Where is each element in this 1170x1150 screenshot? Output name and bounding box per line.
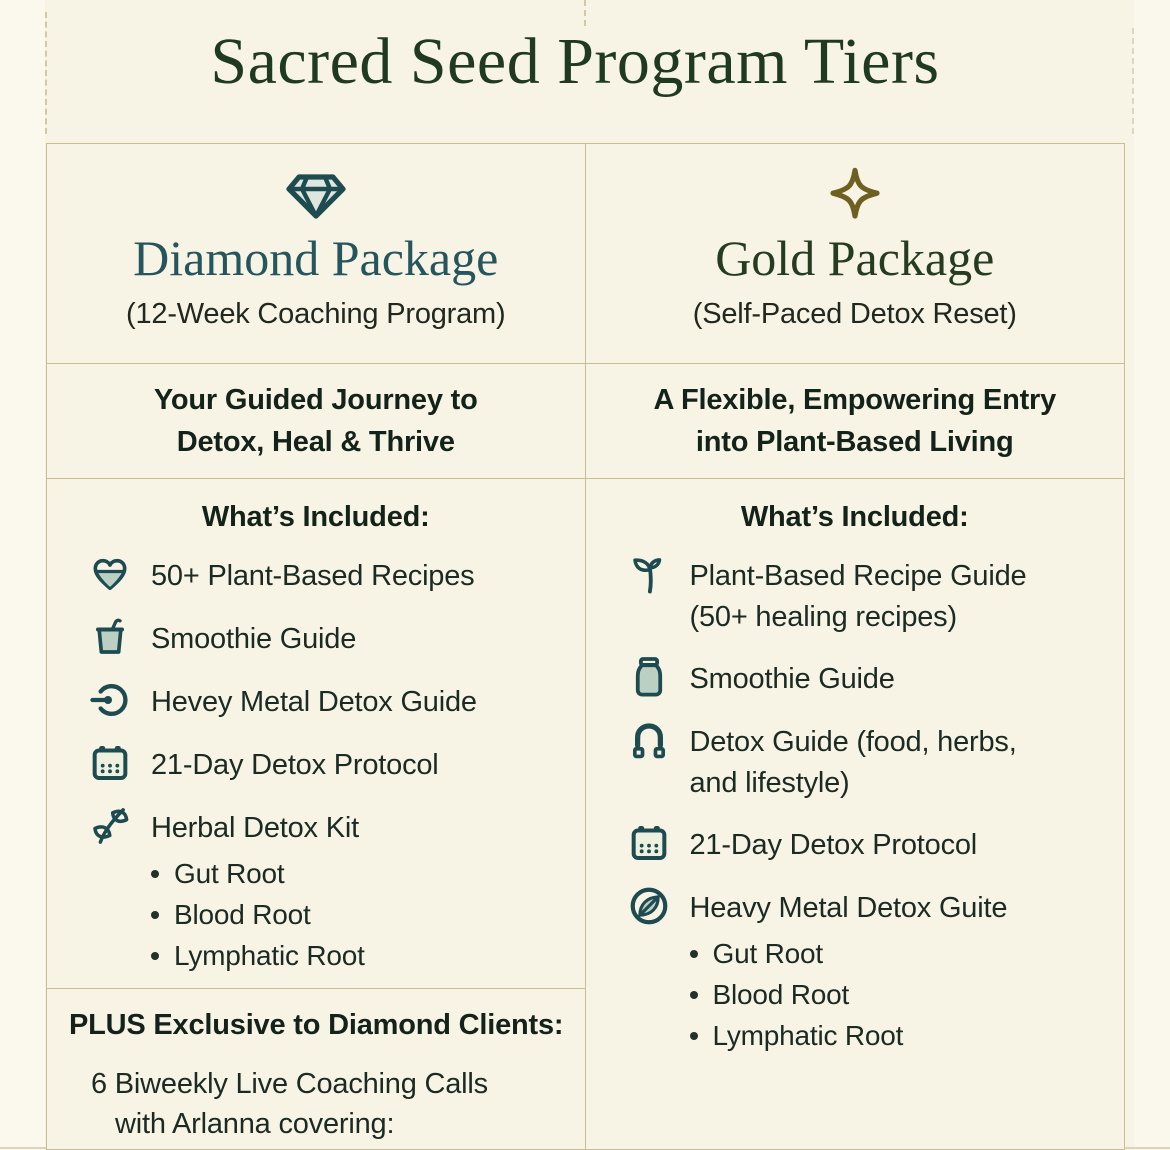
bullet-label: Lymphatic Root	[712, 1020, 904, 1052]
bullet-dot-icon	[151, 952, 159, 960]
list-item-label: Heavy Metal Detox Guite	[689, 892, 1008, 925]
gold-tagline-line2: into Plant-Based Living	[695, 426, 1014, 458]
detox-arrow-icon	[87, 677, 133, 723]
list-item-label: Smoothie Guide	[151, 623, 357, 655]
list-item	[87, 551, 575, 597]
smoothie-cup-icon	[87, 614, 133, 660]
list-item	[151, 899, 585, 931]
diamond-header	[47, 144, 585, 364]
diamond-included-heading: What’s Included:	[201, 501, 430, 533]
bullet-dot-icon	[690, 1032, 698, 1040]
bullet-label: Blood Root	[174, 899, 311, 930]
dashed-guide-center	[584, 0, 586, 26]
list-item	[87, 803, 575, 849]
diamond-exclusive-section	[47, 989, 585, 1149]
bullet-dot-icon	[151, 870, 159, 878]
list-item	[151, 858, 585, 890]
diamond-tagline-line1: Your Guided Journey to	[153, 383, 478, 416]
calendar-icon	[626, 820, 672, 866]
list-item	[626, 551, 1115, 637]
list-item-label: Hevey Metal Detox Guide	[151, 686, 477, 718]
herbal-leaves-icon	[87, 803, 133, 849]
diamond-features	[47, 479, 585, 989]
list-item-label: Plant-Based Recipe Guide (50+ healing recipes)	[689, 560, 1027, 633]
gold-included-heading: What’s Included:	[740, 501, 969, 533]
bullet-label: Gut Root	[174, 858, 285, 889]
list-item-label: Detox Guide (food, herbs, and lifestyle)	[689, 726, 1017, 799]
bullet-label: Lymphatic Root	[174, 940, 365, 971]
gold-tagline	[586, 364, 1125, 479]
diamond-column	[47, 144, 586, 1149]
left-margin-strip	[0, 0, 45, 1150]
gold-features	[586, 479, 1125, 1149]
diamond-package-subtitle: (12-Week Coaching Program)	[126, 297, 506, 330]
list-item	[626, 820, 1115, 866]
jar-icon	[626, 654, 672, 700]
list-item	[626, 883, 1115, 929]
list-item	[87, 614, 575, 660]
list-item	[690, 979, 1125, 1011]
diamond-exclusive-line2: with Arlanna covering:	[115, 1108, 395, 1140]
right-margin-strip	[1134, 0, 1170, 1150]
list-item	[690, 1020, 1125, 1052]
list-item	[87, 740, 575, 786]
bullet-label: Blood Root	[712, 979, 850, 1011]
diamond-package-name: Diamond Package	[133, 230, 499, 286]
tier-comparison-table	[46, 143, 1125, 1150]
magnet-icon	[626, 717, 672, 763]
list-item-label: Smoothie Guide	[689, 663, 895, 696]
bullet-dot-icon	[151, 911, 159, 919]
bullet-dot-icon	[690, 950, 698, 958]
list-item	[626, 654, 1115, 700]
heart-icon	[87, 551, 133, 597]
list-item	[690, 938, 1125, 970]
list-item-label: Herbal Detox Kit	[151, 812, 359, 844]
gold-column	[586, 144, 1125, 1149]
page-title: Sacred Seed Program Tiers	[210, 25, 940, 98]
gold-header	[586, 144, 1125, 364]
list-item	[626, 717, 1115, 803]
list-item	[151, 940, 585, 972]
list-item-label: 21-Day Detox Protocol	[151, 749, 439, 781]
gold-package-subtitle: (Self-Paced Detox Reset)	[692, 297, 1017, 330]
diamond-exclusive-line1: 6 Biweekly Live Coaching Calls	[91, 1068, 488, 1100]
bullet-label: Gut Root	[712, 938, 823, 970]
sprout-icon	[626, 551, 672, 597]
leaf-circle-icon	[626, 883, 672, 929]
diamond-icon	[47, 164, 585, 228]
list-item	[87, 677, 575, 723]
bullet-dot-icon	[690, 991, 698, 999]
diamond-tagline-line2: Detox, Heal & Thrive	[176, 426, 455, 458]
diamond-exclusive-heading: PLUS Exclusive to Diamond Clients:	[69, 1009, 564, 1041]
list-item-label: 50+ Plant-Based Recipes	[151, 560, 475, 592]
calendar-icon	[87, 740, 133, 786]
list-item-label: 21-Day Detox Protocol	[689, 829, 978, 862]
diamond-tagline	[47, 364, 585, 479]
gold-tagline-line1: A Flexible, Empowering Entry	[653, 383, 1057, 416]
sparkle-icon	[586, 164, 1125, 228]
gold-package-name: Gold Package	[715, 230, 995, 286]
